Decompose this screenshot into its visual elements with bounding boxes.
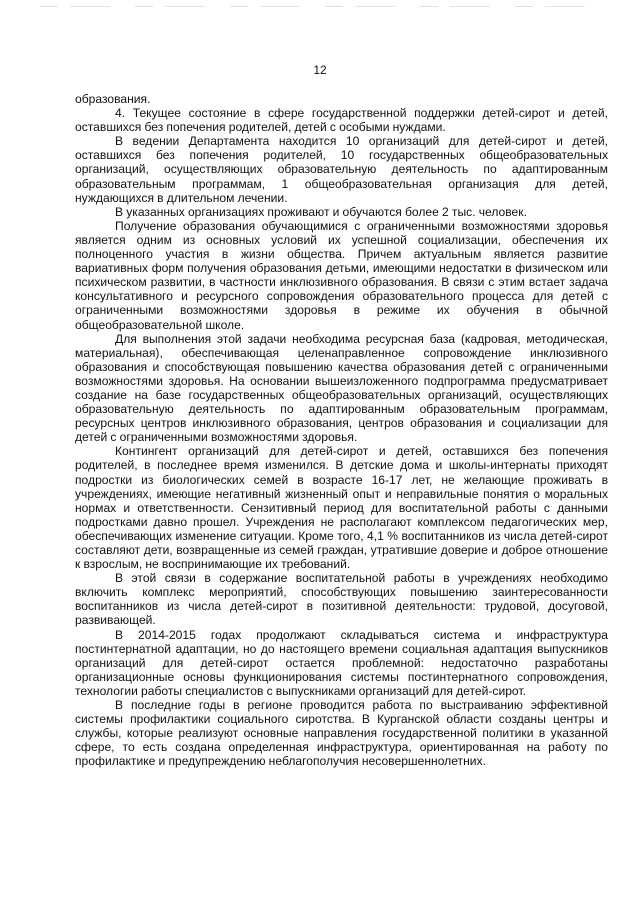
- paragraph: В последние годы в регионе проводится работа по выстраиванию эффективной системы профилактики социального сиротства. В Курганской области созданы центры и службы, которые реализуют основные направления государственной политики в указанной сфере, то есть создана определенная инфраструктура, ориентированная на работу по профилактике и предупреждению неблагополучия несовершеннолетних.: [75, 698, 608, 769]
- paragraph: Получение образования обучающимися с ограниченными возможностями здоровья является одним из основных условий их успешной социализации, обеспечения их полноценного участия в жизни общества. Причем актуальным является развитие вариативных форм получения образования детьми, имеющими недостатки в физическом или психическом развитии, в частности инклюзивного образования. В связи с этим встает задача консультативного и ресурсного сопровождения образовательного процесса для детей с ограниченными возможностями здоровья в режиме их обучения в обычной общеобразовательной школе.: [75, 218, 608, 332]
- paragraph-continuation: образования.: [75, 92, 151, 106]
- paragraph: В ведении Департамента находится 10 организаций для детей-сирот и детей, оставшихся без попечения родителей, 10 государственных общеобразовательных организаций, осуществляющих образовательную деятельность по адаптированным образовательным программам, 1 общеобразовательная организация для детей, нуждающихся в длительном лечении.: [75, 134, 608, 205]
- scan-artifact-line: [40, 6, 600, 7]
- document-body: [75, 92, 608, 769]
- section-heading-4: 4. Текущее состояние в сфере государственной поддержки детей-сирот и детей, оставшихся без попечения родителей, детей с особыми нуждами.: [75, 106, 608, 135]
- paragraph: Для выполнения этой задачи необходима ресурсная база (кадровая, методическая, материальная), обеспечивающая целенаправленное сопровождение инклюзивного образования и способствующая повышению качества образования детей с ограниченными возможностями здоровья. На основании вышеизложенного подпрограмма предусматривает создание на базе государственных общеобразовательных организаций, осуществляющих образовательную деятельность по адаптированным образовательным программам, ресурсных центров инклюзивного образования, центров образования и социализации для детей с ограниченными возможностями здоровья.: [75, 331, 608, 445]
- page-number: 12: [313, 63, 327, 77]
- paragraph: В 2014-2015 годах продолжают складываться система и инфраструктура постинтернатной адаптации, но до настоящего времени социальная адаптация выпускников организаций для детей-сирот остается проблемной: недостаточно разработаны организационные основы функционирования системы постинтернатного сопровождения, технологии работы специалистов с выпускниками организаций для детей-сирот.: [75, 627, 608, 698]
- paragraph: В указанных организациях проживают и обучаются более 2 тыс. человек.: [115, 204, 527, 219]
- paragraph: В этой связи в содержание воспитательной работы в учреждениях необходимо включить комплекс мероприятий, способствующих повышению заинтересованности воспитанников из числа детей-сирот в позитивной деятельности: трудовой, досуговой, развивающей.: [75, 571, 608, 628]
- paragraph: Контингент организаций для детей-сирот и детей, оставшихся без попечения родителей, в последнее время изменился. В детские дома и школы-интернаты приходят подростки из биологических семей в возрасте 16-17 лет, не желающие проживать в учреждениях, имеющие негативный жизненный опыт и неправильные понятия о моральных нормах и ответственности. Сензитивный период для воспитательной работы с данными подростками давно прошел. Учреждения не располагают комплексом педагогических мер, обеспечивающих изменение ситуации. Кроме того, 4,1 % воспитанников из числа детей-сирот составляют дети, возвращенные из семей граждан, утратившие доверие и доброе отношение к взрослым, не воспринимающие их требований.: [75, 444, 608, 572]
